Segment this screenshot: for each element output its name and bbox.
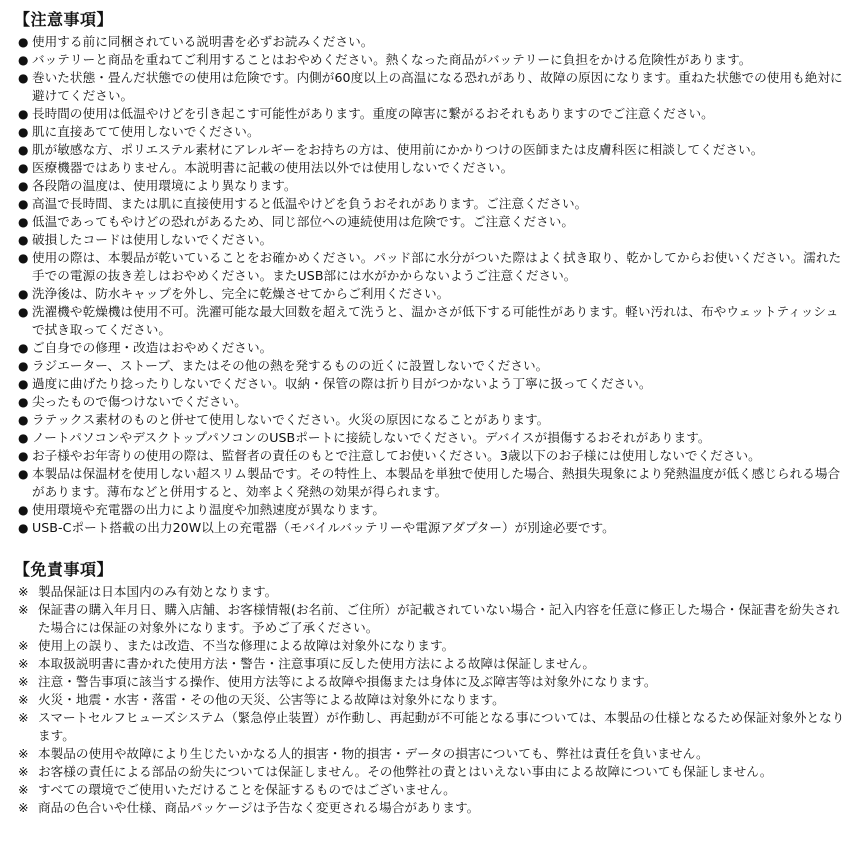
caution-item xyxy=(18,285,848,303)
disclaimer-item xyxy=(18,601,848,637)
bullet-icon: ● xyxy=(18,413,29,427)
bullet-icon: ● xyxy=(18,71,29,85)
reference-mark-icon: ※ xyxy=(18,800,29,815)
disclaimer-item-text: 使用上の誤り、または改造、不当な修理による故障は対象外になります。 xyxy=(38,638,455,653)
caution-item-text: 医療機器ではありません。本説明書に記載の使用法以外では使用しないでください。 xyxy=(32,160,514,175)
reference-mark-icon: ※ xyxy=(18,602,29,617)
bullet-icon: ● xyxy=(18,179,29,193)
bullet-icon: ● xyxy=(18,53,29,67)
caution-item xyxy=(18,231,848,249)
bullet-icon: ● xyxy=(18,503,29,517)
caution-item xyxy=(18,159,848,177)
caution-item-text: 使用環境や充電器の出力により温度や加熱速度が異なります。 xyxy=(32,502,386,517)
disclaimer-item xyxy=(18,781,848,799)
bullet-icon: ● xyxy=(18,305,29,319)
disclaimer-heading: 【免責事項】 xyxy=(14,560,114,579)
disclaimer-item xyxy=(18,745,848,763)
caution-item-text: 洗浄後は、防水キャップを外し、完全に乾燥させてからご利用ください。 xyxy=(32,286,450,301)
caution-item xyxy=(18,105,848,123)
caution-item-text: 高温で長時間、または肌に直接使用すると低温やけどを負うおそれがあります。ご注意ください。 xyxy=(32,196,588,211)
disclaimer-item xyxy=(18,673,848,691)
caution-heading: 【注意事項】 xyxy=(14,10,114,29)
caution-item xyxy=(18,447,848,465)
bullet-icon: ● xyxy=(18,431,29,445)
caution-item xyxy=(18,303,848,339)
caution-item xyxy=(18,195,848,213)
reference-mark-icon: ※ xyxy=(18,764,29,779)
section-gap xyxy=(18,537,848,555)
caution-item xyxy=(18,123,848,141)
reference-mark-icon: ※ xyxy=(18,584,29,599)
disclaimer-item-text: 火災・地震・水害・落雷・その他の天災、公害等による故障は対象外になります。 xyxy=(38,692,505,707)
disclaimer-item xyxy=(18,691,848,709)
bullet-icon: ● xyxy=(18,251,29,265)
caution-item xyxy=(18,339,848,357)
caution-item-text: 使用する前に同梱されている説明書を必ずお読みください。 xyxy=(32,34,374,49)
caution-list xyxy=(18,33,848,537)
caution-item-text: 本製品は保温材を使用しない超スリム製品です。その特性上、本製品を単独で使用した場合、熱損失現象により発熱温度が低く感じられる場合があります。薄布などと併用すると、効率よく発熱の効果が得られます。 xyxy=(32,466,841,499)
caution-item-text: 使用の際は、本製品が乾いていることをお確かめください。パッド部に水分がついた際はよく拭き取り、乾かしてからお使いください。濡れた手での電源の抜き差しはおやめください。またUSB部には水がかからないようご注意ください。 xyxy=(32,250,842,283)
reference-mark-icon: ※ xyxy=(18,638,29,653)
reference-mark-icon: ※ xyxy=(18,692,29,707)
disclaimer-item-text: 商品の色合いや仕様、商品パッケージは予告なく変更される場合があります。 xyxy=(38,800,480,815)
disclaimer-item-text: スマートセルフヒューズシステム（緊急停止装置）が作動し、再起動が不可能となる事については、本製品の仕様となるため保証対象外となります。 xyxy=(38,710,845,743)
caution-item-text: ご自身での修理・改造はおやめください。 xyxy=(32,340,273,355)
caution-item xyxy=(18,411,848,429)
caution-item-text: 肌が敏感な方、ポリエステル素材にアレルギーをお持ちの方は、使用前にかかりつけの医師または皮膚科医に相談してください。 xyxy=(32,142,764,157)
reference-mark-icon: ※ xyxy=(18,782,29,797)
caution-item-text: 低温であってもやけどの恐れがあるため、同じ部位への連続使用は危険です。ご注意ください。 xyxy=(32,214,575,229)
caution-item xyxy=(18,375,848,393)
disclaimer-item xyxy=(18,763,848,781)
disclaimer-item xyxy=(18,799,848,817)
caution-item-text: お子様やお年寄りの使用の際は、監督者の責任のもとで注意してお使いください。3歳以下のお子様には使用しないでください。 xyxy=(32,448,761,463)
disclaimer-item xyxy=(18,709,848,745)
bullet-icon: ● xyxy=(18,143,29,157)
caution-item xyxy=(18,429,848,447)
caution-item-text: ラテックス素材のものと併せて使用しないでください。火災の原因になることがあります。 xyxy=(32,412,550,427)
bullet-icon: ● xyxy=(18,467,29,481)
caution-item-text: 各段階の温度は、使用環境により異なります。 xyxy=(32,178,297,193)
caution-item xyxy=(18,177,848,195)
caution-item-text: 肌に直接あてて使用しないでください。 xyxy=(32,124,260,139)
caution-item xyxy=(18,501,848,519)
reference-mark-icon: ※ xyxy=(18,746,29,761)
bullet-icon: ● xyxy=(18,233,29,247)
disclaimer-item-text: 注意・警告事項に該当する操作、使用方法等による故障や損傷または身体に及ぶ障害等は対象外になります。 xyxy=(38,674,657,689)
caution-item xyxy=(18,141,848,159)
disclaimer-item-text: 本製品の使用や故障により生じたいかなる人的損害・物的損害・データの損害についても、弊社は責任を負いません。 xyxy=(38,746,709,761)
caution-item-text: ラジエーター、ストーブ、またはその他の熱を発するものの近くに設置しないでください。 xyxy=(32,358,549,373)
disclaimer-item xyxy=(18,637,848,655)
disclaimer-item-text: 保証書の購入年月日、購入店舗、お客様情報(お名前、ご住所）が記載されていない場合・記入内容を任意に修正した場合・保証書を紛失された場合には保証の対象外になります。予めご了承ください。 xyxy=(38,602,840,635)
bullet-icon: ● xyxy=(18,341,29,355)
disclaimer-item-text: 製品保証は日本国内のみ有効となります。 xyxy=(38,584,278,599)
caution-item-text: 尖ったもので傷つけないでください。 xyxy=(32,394,247,409)
caution-item-text: 巻いた状態・畳んだ状態での使用は危険です。内側が60度以上の高温になる恐れがあり、故障の原因になります。重ねた状態での使用も絶対に避けてください。 xyxy=(32,70,843,103)
bullet-icon: ● xyxy=(18,359,29,373)
bullet-icon: ● xyxy=(18,521,29,535)
bullet-icon: ● xyxy=(18,107,29,121)
reference-mark-icon: ※ xyxy=(18,656,29,671)
caution-item xyxy=(18,33,848,51)
bullet-icon: ● xyxy=(18,125,29,139)
disclaimer-item-text: お客様の責任による部品の紛失については保証しません。その他弊社の責とはいえない事由による故障についても保証しません。 xyxy=(38,764,773,779)
caution-item-text: ノートパソコンやデスクトップパソコンのUSBポートに接続しないでください。デバイスが損傷するおそれがあります。 xyxy=(32,430,711,445)
disclaimer-list xyxy=(18,583,848,817)
disclaimer-item xyxy=(18,655,848,673)
bullet-icon: ● xyxy=(18,215,29,229)
disclaimer-item-text: すべての環境でご使用いただけることを保証するものではございません。 xyxy=(38,782,456,797)
caution-item-text: 過度に曲げたり捻ったりしないでください。収納・保管の際は折り目がつかないよう丁寧に扱ってください。 xyxy=(32,376,652,391)
caution-item xyxy=(18,69,848,105)
caution-item-text: 長時間の使用は低温やけどを引き起こす可能性があります。重度の障害に繋がるおそれもありますのでご注意ください。 xyxy=(32,106,714,121)
disclaimer-item xyxy=(18,583,848,601)
caution-item-text: USB-Cポート搭載の出力20W以上の充電器（モバイルバッテリーや電源アダプター）が別途必要です。 xyxy=(32,520,615,535)
disclaimer-item-text: 本取扱説明書に書かれた使用方法・警告・注意事項に反した使用方法による故障は保証しません。 xyxy=(38,656,596,671)
caution-item-text: 破損したコードは使用しないでください。 xyxy=(32,232,273,247)
bullet-icon: ● xyxy=(18,287,29,301)
bullet-icon: ● xyxy=(18,35,29,49)
bullet-icon: ● xyxy=(18,161,29,175)
caution-item xyxy=(18,393,848,411)
caution-item xyxy=(18,357,848,375)
caution-item-text: 洗濯機や乾燥機は使用不可。洗濯可能な最大回数を超えて洗うと、温かさが低下する可能性があります。軽い汚れは、布やウェットティッシュで拭き取ってください。 xyxy=(32,304,839,337)
caution-item-text: バッテリーと商品を重ねてご利用することはおやめください。熱くなった商品がバッテリーに負担をかける危険性があります。 xyxy=(32,52,752,67)
bullet-icon: ● xyxy=(18,449,29,463)
bullet-icon: ● xyxy=(18,197,29,211)
bullet-icon: ● xyxy=(18,395,29,409)
caution-item xyxy=(18,465,848,501)
caution-item xyxy=(18,519,848,537)
bullet-icon: ● xyxy=(18,377,29,391)
reference-mark-icon: ※ xyxy=(18,674,29,689)
caution-item xyxy=(18,213,848,231)
caution-item xyxy=(18,51,848,69)
reference-mark-icon: ※ xyxy=(18,710,29,725)
caution-item xyxy=(18,249,848,285)
